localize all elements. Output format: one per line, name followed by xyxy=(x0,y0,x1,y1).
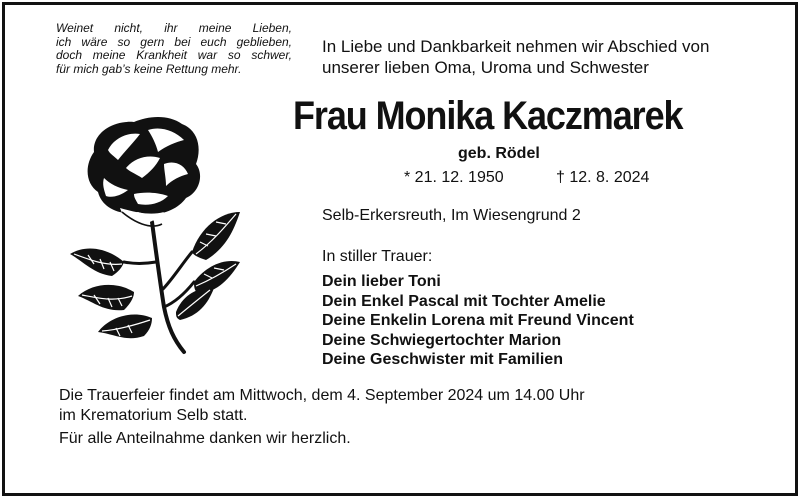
funeral-line: Die Trauerfeier findet am Mittwoch, dem 4. September 2024 um 14.00 Uhr xyxy=(59,387,585,404)
funeral-info xyxy=(59,386,585,426)
poem-line: doch meine Krankheit war so schwer, xyxy=(56,48,292,62)
mourner: Deine Schwiegertochter Marion xyxy=(322,331,562,349)
poem xyxy=(56,22,292,76)
poem-line: Weinet nicht, ihr meine Lieben, xyxy=(56,21,292,35)
death-date: † 12. 8. 2024 xyxy=(556,169,650,186)
intro-line: In Liebe und Dankbarkeit nehmen wir Abschied von xyxy=(322,37,710,56)
poem-line: für mich gab’s keine Rettung mehr. xyxy=(56,61,242,76)
deceased-name: Frau Monika Kaczmarek xyxy=(293,94,683,138)
address: Selb-Erkersreuth, Im Wiesengrund 2 xyxy=(322,207,581,224)
birth-name: geb. Rödel xyxy=(458,145,540,162)
mourner: Deine Enkelin Lorena mit Freund Vincent xyxy=(322,312,634,329)
mourners-list xyxy=(322,272,634,370)
intro-line: unserer lieben Oma, Uroma und Schwester xyxy=(322,58,649,77)
poem-line: ich wäre so gern bei euch geblieben, xyxy=(56,34,292,49)
mourner: Dein Enkel Pascal mit Tochter Amelie xyxy=(322,292,606,310)
birth-date: * 21. 12. 1950 xyxy=(404,169,504,186)
thanks-text: Für alle Anteilnahme danken wir herzlich. xyxy=(59,430,351,447)
mourner: Dein lieber Toni xyxy=(322,273,441,290)
intro-text xyxy=(322,36,709,78)
mourner: Deine Geschwister mit Familien xyxy=(322,351,563,368)
mourning-heading: In stiller Trauer: xyxy=(322,248,433,265)
funeral-line: im Krematorium Selb statt. xyxy=(59,407,248,424)
rose-icon xyxy=(64,112,244,360)
